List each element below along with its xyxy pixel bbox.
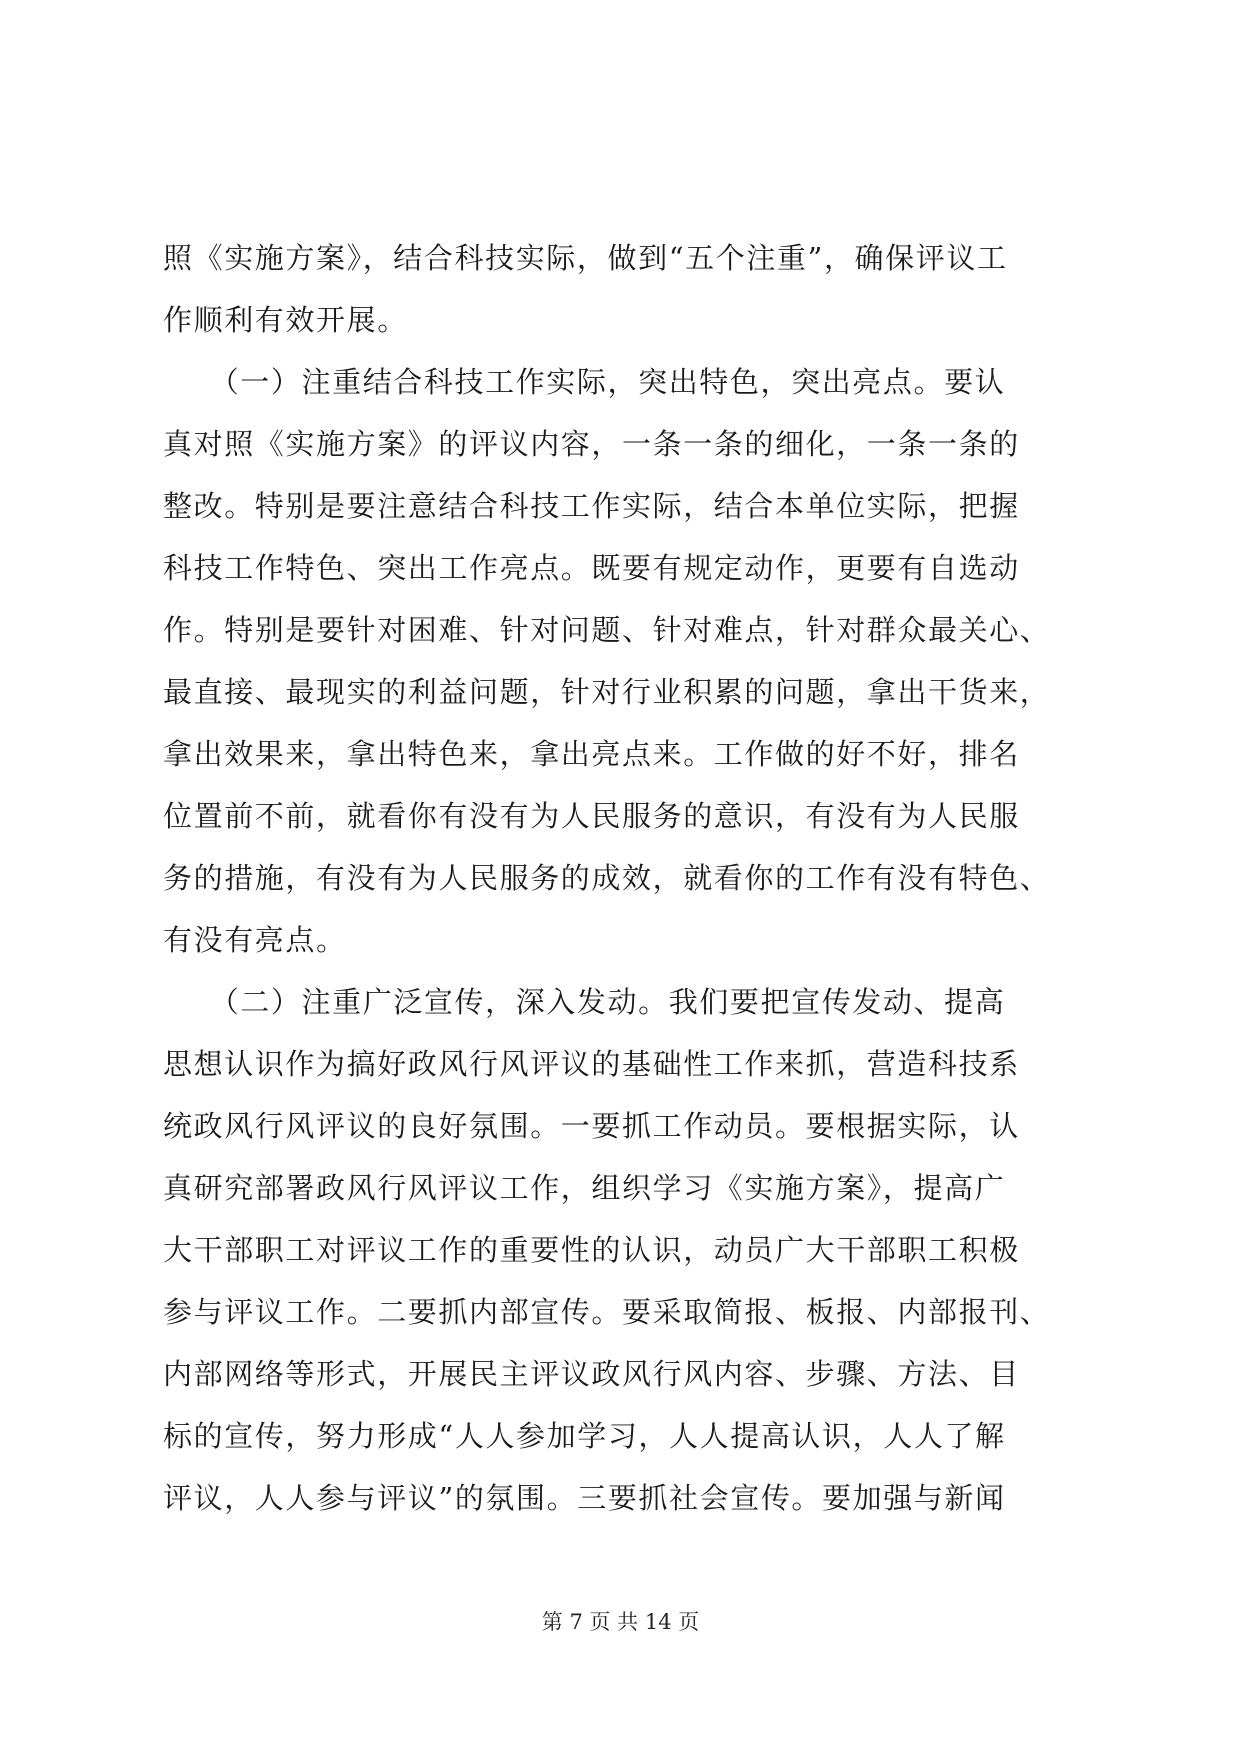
- text-line: 有没有亮点。: [163, 923, 347, 957]
- text-line: 作顺利有效开展。: [163, 303, 408, 337]
- text-line: 科技工作特色、突出工作亮点。既要有规定动作，更要有自选动: [163, 551, 1020, 585]
- text-line: （二）注重广泛宣传，深入发动。我们要把宣传发动、提高: [163, 985, 1006, 1019]
- text-line: 统政风行风评议的良好氛围。一要抓工作动员。要根据实际，认: [163, 1109, 1020, 1143]
- page-number-footer: 第 7 页 共 14 页: [541, 1610, 700, 1634]
- text-line: 照《实施方案》，结合科技实际，做到“五个注重”，确保评议工: [163, 241, 1008, 275]
- text-line: 务的措施，有没有为人民服务的成效，就看你的工作有没有特色、: [163, 861, 1051, 895]
- document-body: [163, 227, 1075, 1529]
- text-line: 整改。特别是要注意结合科技工作实际，结合本单位实际，把握: [163, 489, 1020, 523]
- text-line: 内部网络等形式，开展民主评议政风行风内容、步骤、方法、目: [163, 1357, 1020, 1391]
- text-line: 真研究部署政风行风评议工作，组织学习《实施方案》，提高广: [163, 1171, 1006, 1205]
- text-line: 拿出效果来，拿出特色来，拿出亮点来。工作做的好不好，排名: [163, 737, 1020, 771]
- text-line: 大干部职工对评议工作的重要性的认识，动员广大干部职工积极: [163, 1233, 1020, 1267]
- text-line: 评议，人人参与评议”的氛围。三要抓社会宣传。要加强与新闻: [163, 1481, 1006, 1515]
- text-line: 参与评议工作。二要抓内部宣传。要采取简报、板报、内部报刊、: [163, 1295, 1051, 1329]
- text-line: 位置前不前，就看你有没有为人民服务的意识，有没有为人民服: [163, 799, 1020, 833]
- text-line: （一）注重结合科技工作实际，突出特色，突出亮点。要认: [163, 365, 1006, 399]
- text-line: 标的宣传，努力形成“人人参加学习，人人提高认识，人人了解: [163, 1419, 1006, 1453]
- text-line: 最直接、最现实的利益问题，针对行业积累的问题，拿出干货来，: [163, 675, 1051, 709]
- text-line: 真对照《实施方案》的评议内容，一条一条的细化，一条一条的: [163, 427, 1020, 461]
- text-line: 思想认识作为搞好政风行风评议的基础性工作来抓，营造科技系: [163, 1047, 1020, 1081]
- text-line: 作。特别是要针对困难、针对问题、针对难点，针对群众最关心、: [163, 613, 1051, 647]
